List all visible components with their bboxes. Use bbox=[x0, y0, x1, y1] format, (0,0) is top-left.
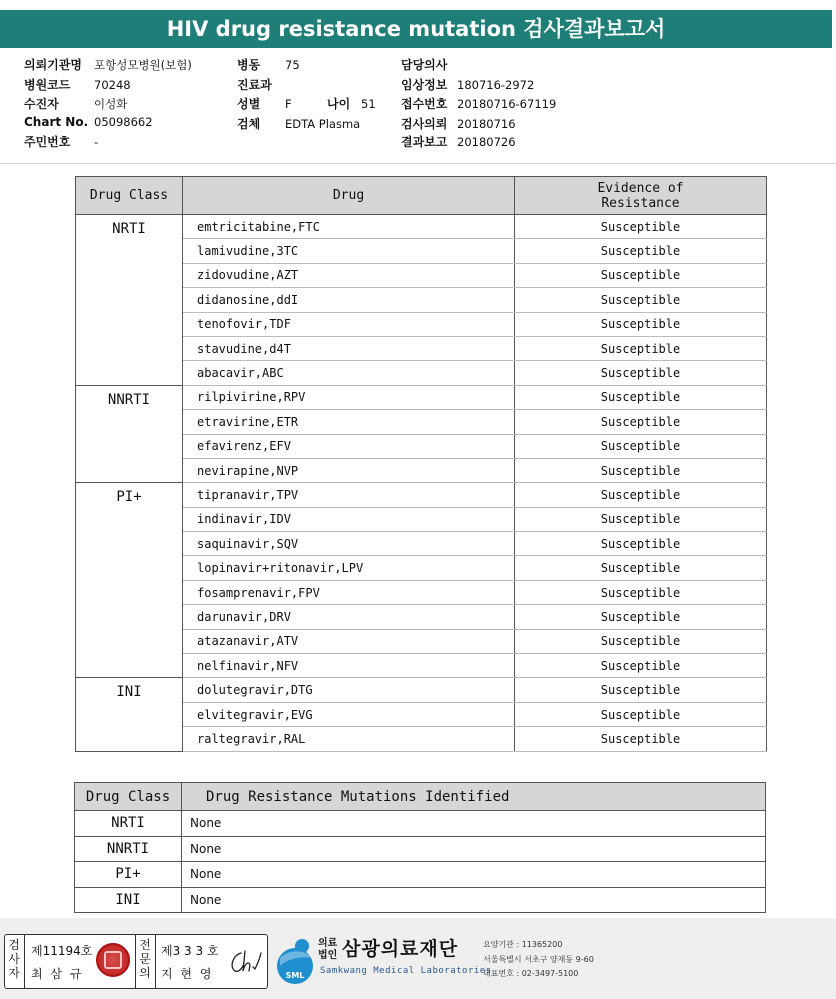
evidence-cell: Susceptible bbox=[515, 263, 767, 287]
evidence-cell: Susceptible bbox=[515, 239, 767, 263]
drug-name-cell: raltegravir,RAL bbox=[183, 727, 515, 751]
mutation-value: None bbox=[182, 887, 766, 913]
evidence-cell: Susceptible bbox=[515, 361, 767, 385]
mutation-row bbox=[75, 811, 766, 837]
evidence-cell: Susceptible bbox=[515, 410, 767, 434]
test-requested-field bbox=[401, 115, 516, 132]
signature-divider bbox=[135, 935, 136, 988]
clinical-info-label: 임상정보 bbox=[401, 78, 448, 92]
chart-no-value: 05098662 bbox=[94, 115, 153, 129]
chart-no-label: Chart No. bbox=[24, 115, 89, 129]
signature-divider bbox=[24, 935, 25, 988]
department-label: 진료과 bbox=[237, 78, 272, 92]
mutation-row bbox=[75, 836, 766, 862]
resistance-row bbox=[76, 483, 767, 507]
resistance-row bbox=[76, 215, 767, 239]
drug-name-cell: efavirenz,EFV bbox=[183, 434, 515, 458]
drug-name-cell: abacavir,ABC bbox=[183, 361, 515, 385]
mutation-class: INI bbox=[75, 887, 182, 913]
resident-no-value: - bbox=[94, 135, 99, 149]
org-phone: 대표번호 : 02-3497-5100 bbox=[483, 969, 579, 978]
sml-logo-text: SML bbox=[285, 971, 305, 980]
evidence-cell: Susceptible bbox=[515, 312, 767, 336]
mutations-identified-header: Drug Resistance Mutations Identified bbox=[182, 783, 766, 811]
drug-class-cell: NRTI bbox=[76, 215, 183, 386]
examiner-name: 최 삼 규 bbox=[31, 967, 84, 981]
evidence-cell: Susceptible bbox=[515, 580, 767, 604]
evidence-cell: Susceptible bbox=[515, 556, 767, 580]
drug-name-cell: nevirapine,NVP bbox=[183, 458, 515, 482]
evidence-cell: Susceptible bbox=[515, 458, 767, 482]
specimen-label: 검체 bbox=[237, 117, 261, 131]
drug-name-cell: etravirine,ETR bbox=[183, 410, 515, 434]
resistance-header-row bbox=[76, 177, 767, 215]
examiner-label: 검사자 bbox=[8, 938, 20, 980]
specialist-name: 지 현 영 bbox=[161, 967, 214, 981]
resistance-row bbox=[76, 678, 767, 702]
sex-value: F bbox=[285, 97, 292, 111]
patient-label: 수진자 bbox=[24, 97, 59, 111]
ward-field bbox=[237, 56, 300, 73]
evidence-cell: Susceptible bbox=[515, 629, 767, 653]
age-label: 나이 bbox=[327, 97, 351, 111]
org-name-en: Samkwang Medical Laboratories bbox=[320, 966, 492, 976]
drug-class-header: Drug Class bbox=[76, 177, 183, 215]
mutation-value: None bbox=[182, 811, 766, 837]
drug-name-cell: lamivudine,3TC bbox=[183, 239, 515, 263]
evidence-header-label: Evidence of Resistance bbox=[597, 180, 684, 211]
test-requested-value: 20180716 bbox=[457, 117, 516, 131]
resistance-body bbox=[76, 215, 767, 752]
resident-no-label: 주민번호 bbox=[24, 135, 71, 149]
test-requested-label: 검사의뢰 bbox=[401, 117, 448, 131]
mutation-class: PI+ bbox=[75, 862, 182, 888]
receipt-no-field bbox=[401, 95, 556, 112]
mutation-class: NNRTI bbox=[75, 836, 182, 862]
drug-name-cell: emtricitabine,FTC bbox=[183, 215, 515, 239]
evidence-cell: Susceptible bbox=[515, 434, 767, 458]
age-field bbox=[327, 95, 376, 112]
examiner-license: 제11194호 bbox=[31, 944, 93, 958]
drug-class-cell: NNRTI bbox=[76, 385, 183, 483]
org-prefix: 의료법인 bbox=[318, 938, 338, 961]
clinical-info-value: 180716-2972 bbox=[457, 78, 535, 92]
evidence-cell: Susceptible bbox=[515, 483, 767, 507]
hospital-code-field bbox=[24, 76, 131, 93]
drug-header: Drug bbox=[183, 177, 515, 215]
drug-name-cell: indinavir,IDV bbox=[183, 507, 515, 531]
physician-field bbox=[401, 56, 457, 73]
ward-label: 병동 bbox=[237, 58, 261, 72]
age-value: 51 bbox=[361, 97, 376, 111]
evidence-cell: Susceptible bbox=[515, 702, 767, 726]
drug-name-cell: rilpivirine,RPV bbox=[183, 385, 515, 409]
drug-name-cell: dolutegravir,DTG bbox=[183, 678, 515, 702]
drug-name-cell: tipranavir,TPV bbox=[183, 483, 515, 507]
org-address: 서울특별시 서초구 양재동 9-60 bbox=[483, 955, 594, 964]
receipt-no-label: 접수번호 bbox=[401, 97, 448, 111]
evidence-cell: Susceptible bbox=[515, 215, 767, 239]
requesting-org-value: 포항성모병원(보험) bbox=[94, 58, 192, 72]
specimen-field bbox=[237, 115, 360, 132]
drug-name-cell: tenofovir,TDF bbox=[183, 312, 515, 336]
drug-name-cell: didanosine,ddI bbox=[183, 288, 515, 312]
drug-name-cell: fosamprenavir,FPV bbox=[183, 580, 515, 604]
hospital-code-label: 병원코드 bbox=[24, 78, 71, 92]
drug-name-cell: elvitegravir,EVG bbox=[183, 702, 515, 726]
result-reported-value: 20180726 bbox=[457, 135, 516, 149]
drug-name-cell: saquinavir,SQV bbox=[183, 532, 515, 556]
patient-field bbox=[24, 95, 127, 112]
resistance-row bbox=[76, 385, 767, 409]
evidence-cell: Susceptible bbox=[515, 288, 767, 312]
specimen-value: EDTA Plasma bbox=[285, 117, 361, 131]
clinical-info-field bbox=[401, 76, 534, 93]
drug-name-cell: stavudine,d4T bbox=[183, 336, 515, 360]
result-reported-label: 결과보고 bbox=[401, 135, 448, 149]
signature-divider bbox=[155, 935, 156, 988]
drug-name-cell: lopinavir+ritonavir,LPV bbox=[183, 556, 515, 580]
drug-class-cell: INI bbox=[76, 678, 183, 751]
receipt-no-value: 20180716-67119 bbox=[457, 97, 557, 111]
evidence-cell: Susceptible bbox=[515, 507, 767, 531]
evidence-cell: Susceptible bbox=[515, 605, 767, 629]
resistance-table bbox=[75, 176, 767, 752]
evidence-cell: Susceptible bbox=[515, 654, 767, 678]
drug-name-cell: darunavir,DRV bbox=[183, 605, 515, 629]
chart-no-field bbox=[24, 115, 153, 129]
evidence-cell: Susceptible bbox=[515, 336, 767, 360]
ward-value: 75 bbox=[285, 58, 300, 72]
examiner-seal bbox=[96, 943, 130, 977]
evidence-cell: Susceptible bbox=[515, 532, 767, 556]
specialist-label: 전문의 bbox=[139, 938, 151, 980]
specialist-license: 제3 3 3 호 bbox=[161, 944, 219, 958]
signature-box bbox=[4, 934, 268, 989]
physician-label: 담당의사 bbox=[401, 58, 448, 72]
drug-name-cell: nelfinavir,NFV bbox=[183, 654, 515, 678]
org-name: 삼광의료재단 bbox=[342, 938, 459, 960]
mutations-header-row bbox=[75, 783, 766, 811]
requesting-org-label: 의뢰기관명 bbox=[24, 58, 82, 72]
mutation-row bbox=[75, 862, 766, 888]
mutations-table bbox=[74, 782, 766, 913]
sex-field bbox=[237, 95, 292, 112]
evidence-cell: Susceptible bbox=[515, 678, 767, 702]
evidence-cell: Susceptible bbox=[515, 727, 767, 751]
org-code: 요양기관 : 11365200 bbox=[483, 940, 563, 949]
mutation-value: None bbox=[182, 862, 766, 888]
sex-label: 성별 bbox=[237, 97, 261, 111]
drug-name-cell: atazanavir,ATV bbox=[183, 629, 515, 653]
hospital-code-value: 70248 bbox=[94, 78, 131, 92]
mutation-value: None bbox=[182, 836, 766, 862]
resident-no-field bbox=[24, 133, 98, 150]
evidence-cell: Susceptible bbox=[515, 385, 767, 409]
result-reported-field bbox=[401, 133, 516, 150]
report-title: HIV drug resistance mutation 검사결과보고서 bbox=[0, 10, 832, 48]
sml-logo-icon bbox=[274, 936, 318, 986]
requesting-org-field bbox=[24, 56, 192, 73]
department-field bbox=[237, 76, 285, 93]
mutations-class-header: Drug Class bbox=[75, 783, 182, 811]
mutation-class: NRTI bbox=[75, 811, 182, 837]
mutation-row bbox=[75, 887, 766, 913]
evidence-header bbox=[515, 177, 767, 215]
drug-class-cell: PI+ bbox=[76, 483, 183, 678]
drug-name-cell: zidovudine,AZT bbox=[183, 263, 515, 287]
patient-value: 이성화 bbox=[94, 97, 128, 111]
patient-info-section bbox=[0, 48, 836, 164]
handwritten-signature bbox=[227, 947, 263, 977]
